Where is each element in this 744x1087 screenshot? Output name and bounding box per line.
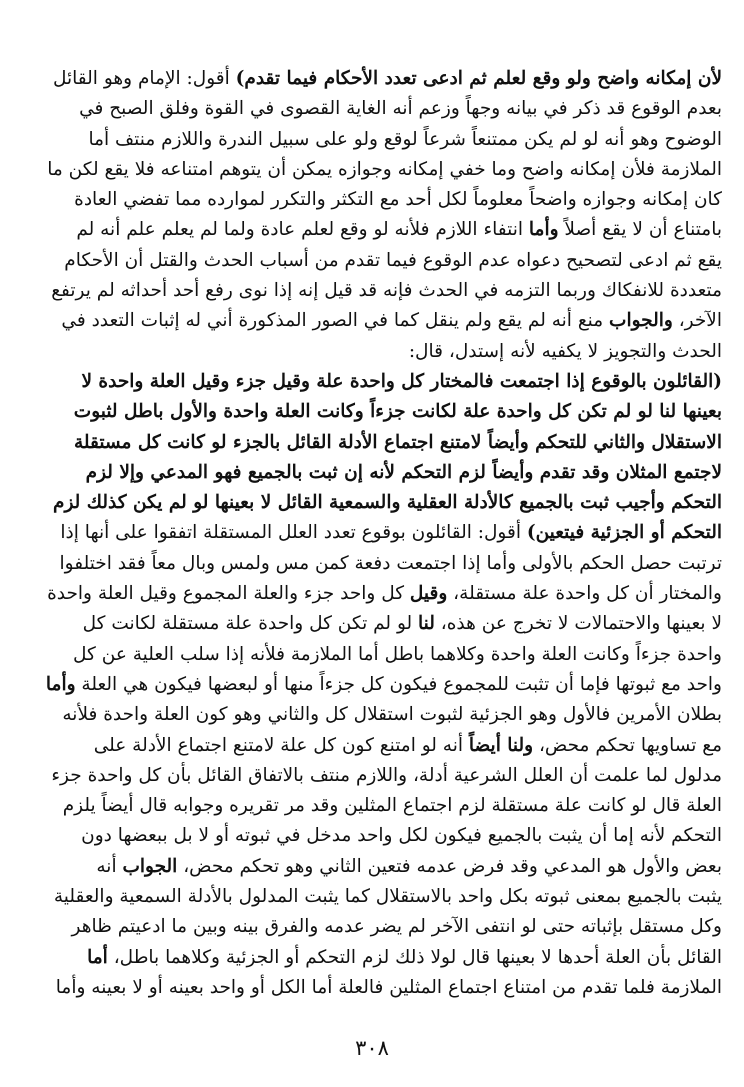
text-line [22,215,722,245]
text-line [22,579,722,609]
bold-text-segment: التحكم أو الجزئية فيتعين) [526,522,722,544]
text-segment: أقول: الإمام وهو القائل [53,68,236,89]
text-segment: والمختار أن كل واحدة علة مستقلة، [447,583,722,605]
page-body-text [22,64,722,1003]
bold-text-segment: لاجتمع المثلان وقد تقدم وأيضاً لزم التحكم لأنه إن ثبت بالجميع فهو المدعي وإلا لزم [85,461,722,483]
text-segment: أنه [96,855,123,877]
bold-text-segment: الجواب [122,855,178,877]
text-line [22,821,722,851]
text-segment: بعض والأول هو المدعي وقد فرض عدمه فتعين الثاني وهو تحكم محض، [177,855,722,877]
text-line [22,518,722,548]
text-segment: القائل بأن العلة أحدها لا بعينها قال لولا ذلك لزم التحكم أو الجزئية وكلاهما باطل، [107,946,722,968]
text-segment: مع تساويها تحكم محض، [533,734,722,756]
text-line [22,155,722,185]
text-line [22,670,722,700]
text-line [22,882,722,912]
text-line [22,761,722,791]
text-segment: متعددة للانفكاك وربما التزمه في الحدث فإنه قد قيل إنه إذا نوى رفع أحد أحداثه لم يرتفع [51,280,722,302]
text-segment: العلة قال لو كانت علة مستقلة لزم اجتماع المثلين وقد مر تقريره وجوابه قال أيضاً يلزم [62,795,722,817]
bold-text-segment: (القائلون بالوقوع إذا اجتمعت فالمختار كل واحدة علة وقيل جزء وقيل العلة واحدة لا [81,370,722,392]
text-segment: الملازمة فلما تقدم من امتناع اجتماع المثلين فالعلة أما الكل أو واحد بعينه أو لا بعينه وأما [55,976,722,998]
text-line [22,306,722,336]
text-line [22,549,722,579]
bold-text-segment: وأما [45,673,76,695]
text-line [22,428,722,458]
bold-text-segment: بعينها لنا لو لم تكن كل واحدة علة لكانت جزءاً وكانت العلة واحدة والأول باطل لثبوت [73,401,722,423]
text-line [22,700,722,730]
text-segment: واحد مع ثبوتها فإما أن تثبت للمجموع فيكون كل جزءاً منها أو لبعضها فيكون هي العلة [75,673,722,695]
text-line [22,640,722,670]
text-line [22,731,722,761]
text-line [22,912,722,942]
text-segment: الآخر، [672,310,722,332]
text-segment: لو لم تكن كل واحدة علة مستقلة لكانت كل [82,613,419,635]
text-segment: بعدم الوقوع قد ذكر في بيانه وجهاً وزعم أنه الغاية القصوى في القوة وفلق الصبح في [79,98,722,120]
text-segment: بطلان الأمرين فالأول وهو الجزئية لثبوت استقلال كل والثاني وهو كون العلة واحدة فلأنه [62,704,722,726]
text-line [22,488,722,518]
text-segment: كل واحد جزء والعلة المجموع وقيل العلة واحدة [47,583,410,605]
text-segment: يقع ثم ادعى لتصحيح دعواه عدم الوقوع فيما تقدم من أسباب الحدث والقتل أن الأحكام [64,249,722,271]
bold-text-segment: ولنا أيضاً [468,734,534,756]
bold-text-segment: التحكم وأجيب ثبت بالجميع كالأدلة العقلية والسمعية القائل لا بعينها لو لم يكن كذلك لزم [53,492,722,514]
text-line [22,185,722,215]
text-line [22,791,722,821]
text-line [22,973,722,1003]
text-segment: الوضوح وهو أنه لو لم يكن ممتنعاً شرعاً لوقع ولو على سبيل الندرة واللازم منتف أما [88,128,722,150]
text-line [22,609,722,639]
text-line [22,458,722,488]
text-segment: أقول: القائلون بوقوع تعدد العلل المستقلة اتفقوا على أنها إذا [60,522,527,544]
text-segment: لا بعينها والاحتمالات لا تخرج عن هذه، [434,613,722,635]
text-segment: أنه لو امتنع كون كل علة لامتنع اجتماع الأدلة على [93,734,469,756]
bold-text-segment: لنا [418,613,435,635]
text-segment: يثبت بالجميع بمعنى ثبوته بكل واحد بالاستقلال كما يثبت المدلول بالأدلة السمعية والعقلية [53,886,722,908]
bold-text-segment: الاستقلال والثاني للتحكم وأيضاً لامتنع اجتماع الأدلة القائل بالجزء لو كانت كل مستقلة [74,431,722,453]
text-line [22,125,722,155]
text-segment: مدلول لما علمت أن العلل الشرعية أدلة، واللازم منتف بالاتفاق القائل بأن كل واحدة جزء [51,764,722,786]
bold-text-segment: وقيل [409,583,448,605]
bold-text-segment: أما [87,946,108,968]
text-line [22,943,722,973]
text-segment: التحكم لأنه إما أن يثبت بالجميع فيكون لكل واحد مدخل في ثبوته أو لا بل ببعضها دون [81,825,722,847]
text-line [22,276,722,306]
page-number: ٣٠٨ [355,1036,389,1060]
text-segment: وكل مستقل بإثباته حتى لو انتفى الآخر لم يضر عدمه والفرق بينه وبين ما ادعيتم ظاهر [71,916,722,938]
text-line [22,852,722,882]
text-line [22,367,722,397]
text-line [22,246,722,276]
text-segment: بامتناع أن لا يقع أصلاً [558,219,722,241]
text-segment: انتفاء اللازم فلأنه لو وقع لعلم عادة ولما لم يعلم علم أنه لم [76,219,529,241]
text-segment: منع أنه لم يقع ولم ينقل كما في الصور المذكورة أني له إثبات التعدد في [61,310,610,332]
text-line [22,397,722,427]
text-line [22,94,722,124]
bold-text-segment: والجواب [609,310,673,332]
text-segment: الملازمة فلأن إمكانه واضح وما خفي إمكانه وجوازه يمكن أن يتوهم امتناعه فلا يقع لكن ما [47,158,722,180]
bold-text-segment: وأما [528,219,559,241]
text-segment: ترتبت حصل الحكم بالأولى وأما إذا اجتمعت دفعة كمن مس ولمس وبال معاً فقد اختلفوا [59,552,722,574]
text-segment: واحدة جزءاً وكانت العلة واحدة وكلاهما باطل أما الملازمة فلأنه إذا سلب العلية عن كل [73,643,722,665]
text-line [22,337,722,367]
bold-text-segment: لأن إمكانه واضح ولو وقع لعلم ثم ادعى تعدد الأحكام فيما تقدم) [235,68,722,89]
text-segment: كان إمكانه وجوازه واضحاً معلوماً لكل أحد مع التكثر والتكرر لموارده مما تفضي العادة [74,189,722,211]
text-segment: الحدث والتجويز لا يكفيه لأنه إستدل، قال: [408,340,722,362]
text-line [22,64,722,94]
